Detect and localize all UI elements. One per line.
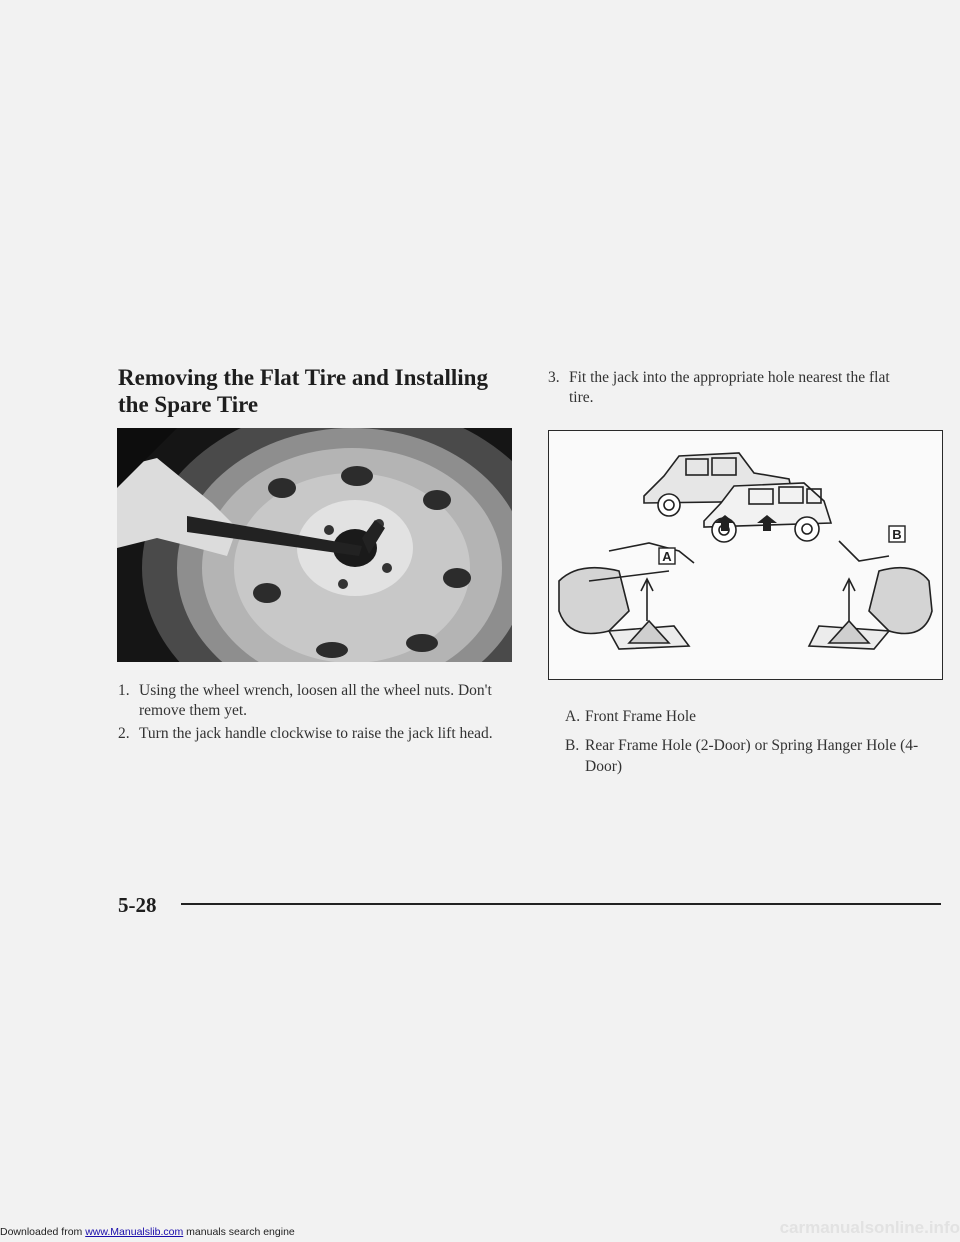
caption-a [565, 706, 945, 727]
page-number: 5-28 [118, 893, 157, 917]
step-text: Fit the jack into the appropriate hole nearest the flat tire. [569, 369, 890, 406]
manualslib-link[interactable]: www.Manualslib.com [85, 1226, 184, 1238]
download-footer [0, 1226, 295, 1238]
footer-rule [181, 903, 941, 905]
label-b: B [892, 527, 902, 542]
step-1 [118, 681, 528, 721]
footer-prefix: Downloaded from [0, 1226, 86, 1238]
section-heading: Removing the Flat Tire and Installing the Spare Tire [118, 365, 488, 417]
step-number: 3. [548, 369, 560, 386]
step-number: 2. [118, 725, 130, 742]
step-number: 1. [118, 682, 130, 699]
caption-text: Front Frame Hole [585, 708, 697, 725]
caption-label: B. [565, 737, 580, 754]
caption-label: A. [565, 708, 581, 725]
caption-text: Rear Frame Hole (2-Door) or Spring Hanger Hole (4-Door) [585, 737, 919, 775]
watermark: carmanualsonline.info [779, 1218, 960, 1237]
caption-b [565, 735, 945, 777]
step-text: Turn the jack handle clockwise to raise the jack lift head. [139, 725, 493, 742]
footer-suffix: manuals search engine [183, 1226, 295, 1238]
jack-placement-diagram [548, 430, 943, 680]
step-text: Using the wheel wrench, loosen all the wheel nuts. Don't remove them yet. [139, 682, 492, 719]
label-a: A [662, 549, 672, 564]
step-3 [548, 368, 918, 408]
step-2 [118, 724, 498, 744]
wheel-wrench-photo [117, 428, 512, 662]
